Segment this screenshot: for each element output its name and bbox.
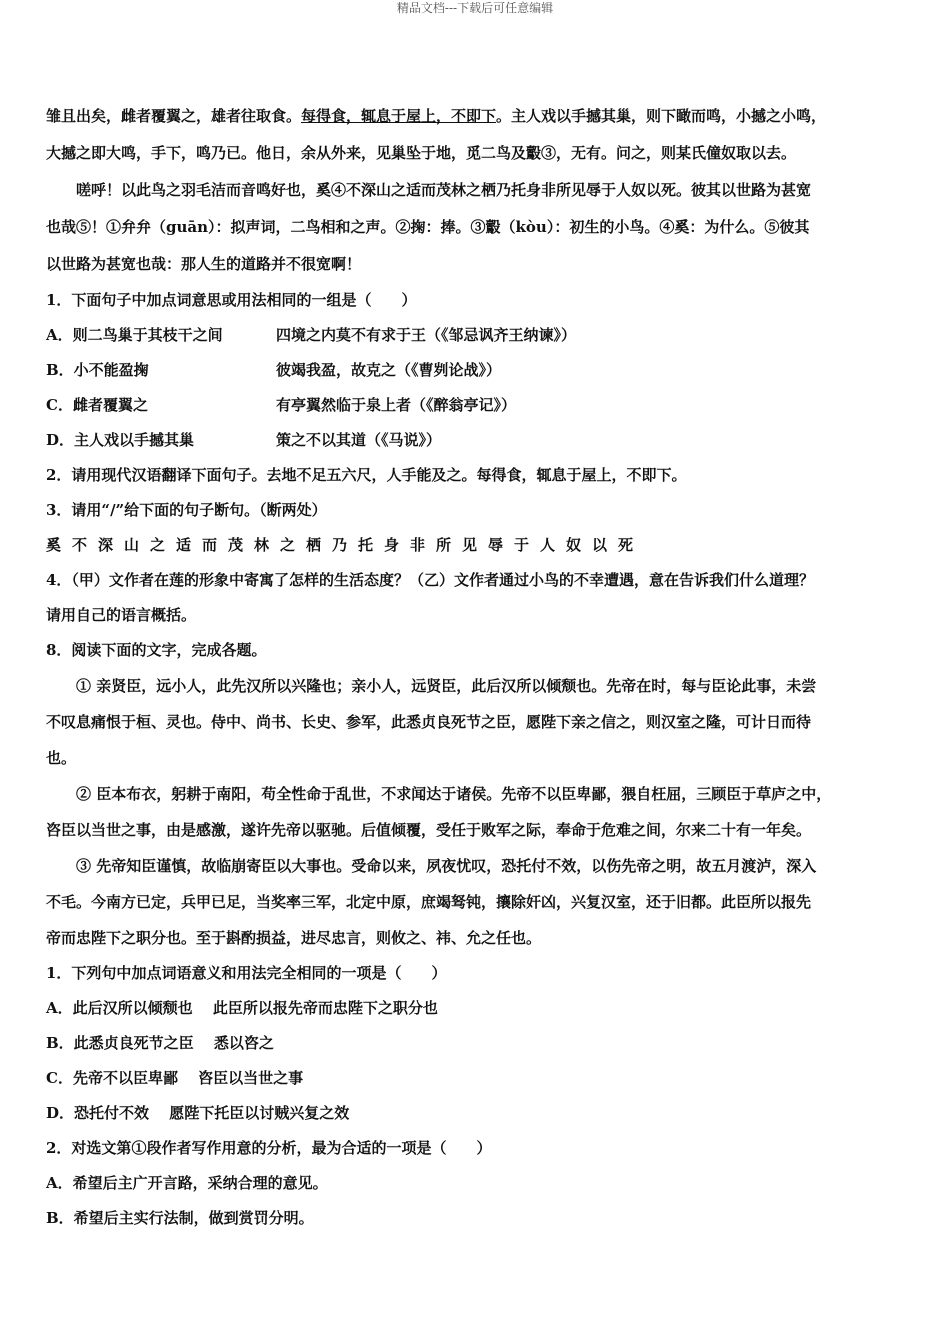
option-d-right: 策之不以其道（《马说》） <box>276 431 442 449</box>
passage-line-4: 也哉⑤！①弁弁（guān）：拟声词，二鸟相和之声。②掬：捧。③鷇（kòu）：初生的小鸟。④奚：为什么。⑤彼其 <box>46 218 810 236</box>
option-c-left: C．雌者覆翼之 <box>46 396 148 414</box>
passage-line-1-start: 雏且出矣，雌者覆翼之，雄者往取食。 <box>46 107 302 125</box>
option-a-left: A．则二鸟巢于其枝干之间 <box>46 326 223 344</box>
question-1-option-b <box>46 353 912 388</box>
section-8-question-1-option-b: B．此悉贞良死节之臣 悉以咨之 <box>46 1034 274 1052</box>
section-8-para-1-line-2: 不叹息痛恨于桓、灵也。侍中、尚书、长史、参军，此悉贞良死节之臣，愿陛下亲之信之，则汉室之隆，可计日而待 <box>46 713 812 731</box>
passage-line-1 <box>46 98 912 135</box>
question-1-option-d <box>46 423 912 458</box>
option-b-right: 彼竭我盈，故克之（《曹刿论战》） <box>276 361 502 379</box>
passage-line-5: 以世路为甚宽也哉：那人生的道路并不很宽啊！ <box>46 255 362 273</box>
question-1-option-c <box>46 388 912 423</box>
option-c-right: 有亭翼然临于泉上者（《醉翁亭记》） <box>276 396 517 414</box>
section-8-question-2-option-a: A．希望后主广开言路，采纳合理的意见。 <box>46 1174 328 1192</box>
passage-line-1-end: 。主人戏以手撼其巢，则下瞰而鸣，小撼之小鸣， <box>496 107 827 125</box>
section-8-para-2-line-2: 咨臣以当世之事，由是感激，遂许先帝以驱驰。后值倾覆，受任于败军之际，奉命于危难之间，尔来二十有一年矣。 <box>46 821 812 839</box>
section-8-para-1-line-1: ① 亲贤臣，远小人，此先汉所以兴隆也；亲小人，远贤臣，此后汉所以倾颓也。先帝在时，每与臣论此事，未尝 <box>76 677 817 695</box>
passage-line-3: 嗟呼！以此鸟之羽毛洁而音鸣好也，奚④不深山之适而茂林之栖乃托身非所见辱于人奴以死。彼其以世路为甚宽 <box>76 181 812 199</box>
section-8-para-3-line-1: ③ 先帝知臣谨慎，故临崩寄臣以大事也。受命以来，夙夜忧叹，恐托付不效，以伤先帝之明，故五月渡泸，深入 <box>76 857 817 875</box>
section-8-question-1-option-a: A．此后汉所以倾颓也 此臣所以报先帝而忠陛下之职分也 <box>46 999 438 1017</box>
question-1-option-a <box>46 318 912 353</box>
section-8-title: 8．阅读下面的文字，完成各题。 <box>46 641 267 659</box>
section-8-question-1-option-c: C．先帝不以臣卑鄙 咨臣以当世之事 <box>46 1069 304 1087</box>
option-d-left: D．主人戏以手撼其巢 <box>46 431 195 449</box>
section-8-para-2-line-1: ② 臣本布衣，躬耕于南阳，苟全性命于乱世，不求闻达于诸侯。先帝不以臣卑鄙，猥自枉屈，三顾臣于草庐之中， <box>76 785 832 803</box>
section-8-para-3-line-3: 帝而忠陛下之职分也。至于斟酌损益，进尽忠言，则攸之、祎、允之任也。 <box>46 929 542 947</box>
question-3-sentence: 奚不深山之适而茂林之栖乃托身非所见辱于人奴以死 <box>46 536 645 554</box>
question-4-line-1: 4．（甲）文作者在莲的形象中寄寓了怎样的生活态度？（乙）文作者通过小鸟的不幸遭遇，意在告诉我们什么道理？ <box>46 571 814 589</box>
question-3-stem: 3．请用“/”给下面的句子断句。（断两处） <box>46 501 327 519</box>
underlined-sentence: 每得食，辄息于屋上，不即下 <box>301 107 497 125</box>
passage-line-2: 大撼之即大鸣，手下，鸣乃已。他日，余从外来，见巢坠于地，觅二鸟及鷇③，无有。问之，则某氏僮奴取以去。 <box>46 144 797 162</box>
document-body <box>46 98 912 1236</box>
option-a-right: 四境之内莫不有求于王（《邹忌讽齐王纳谏》） <box>276 326 577 344</box>
section-8-question-2-stem: 2．对选文第①段作者写作用意的分析，最为合适的一项是（ ） <box>46 1139 492 1157</box>
section-8-question-2-option-b: B．希望后主实行法制，做到赏罚分明。 <box>46 1209 314 1227</box>
section-8-question-1-option-d: D．恐托付不效 愿陛下托臣以讨贼兴复之效 <box>46 1104 350 1122</box>
section-8-para-3-line-2: 不毛。今南方已定，兵甲已足，当奖率三军，北定中原，庶竭驽钝，攘除奸凶，兴复汉室，还于旧都。此臣所以报先 <box>46 893 812 911</box>
page-header: 精品文档---下载后可任意编辑 <box>396 1 554 15</box>
question-1-stem: 1．下面句子中加点词意思或用法相同的一组是（ ） <box>46 291 417 309</box>
option-b-left: B．小不能盈掬 <box>46 361 149 379</box>
question-4-line-2: 请用自己的语言概括。 <box>46 606 197 624</box>
question-2: 2．请用现代汉语翻译下面句子。去地不足五六尺，人手能及之。每得食，辄息于屋上，不即下。 <box>46 466 687 484</box>
section-8-question-1-stem: 1．下列句中加点词语意义和用法完全相同的一项是（ ） <box>46 964 447 982</box>
section-8-para-1-line-3: 也。 <box>46 749 77 767</box>
